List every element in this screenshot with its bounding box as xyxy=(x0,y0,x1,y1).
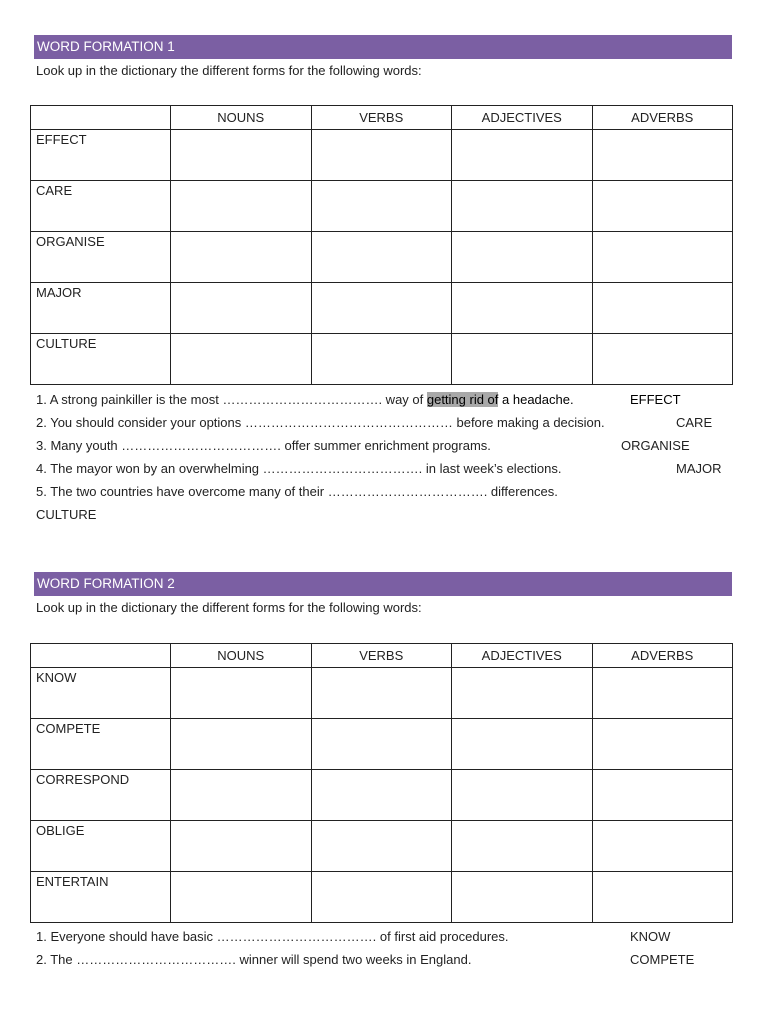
table-row xyxy=(31,872,733,923)
adverbs-cell[interactable] xyxy=(592,872,733,923)
sentence-5: 5. The two countries have overcome many of their ………………………………. differences. xyxy=(36,484,558,499)
section1-instruction: Look up in the dictionary the different forms for the following words: xyxy=(36,63,422,78)
verbs-cell[interactable] xyxy=(311,872,452,923)
table-row xyxy=(31,130,733,181)
adjectives-cell[interactable] xyxy=(452,719,593,770)
adjectives-cell[interactable] xyxy=(452,821,593,872)
header-nouns: NOUNS xyxy=(171,644,312,668)
header-word xyxy=(31,644,171,668)
section2-title: WORD FORMATION 2 xyxy=(34,572,732,596)
verbs-cell[interactable] xyxy=(311,181,452,232)
section2-instruction: Look up in the dictionary the different forms for the following words: xyxy=(36,600,422,615)
verbs-cell[interactable] xyxy=(311,283,452,334)
header-adjectives: ADJECTIVES xyxy=(452,644,593,668)
answer-blank[interactable]: ………………………………. xyxy=(222,392,383,407)
adverbs-cell[interactable] xyxy=(592,821,733,872)
header-adjectives: ADJECTIVES xyxy=(452,106,593,130)
header-verbs: VERBS xyxy=(311,644,452,668)
answer-blank[interactable]: ………………………………. xyxy=(216,929,377,944)
row-word: KNOW xyxy=(31,668,171,719)
answer-blank[interactable]: ………………………………. xyxy=(121,438,281,453)
header-verbs: VERBS xyxy=(311,106,452,130)
clue-word: EFFECT xyxy=(630,392,681,407)
sentence-4: 4. The mayor won by an overwhelming ………………………………. in last week’s elections. xyxy=(36,461,562,476)
row-word: ORGANISE xyxy=(31,232,171,283)
sentence-1: 1. Everyone should have basic ………………………………. of first aid procedures. xyxy=(36,929,509,944)
verbs-cell[interactable] xyxy=(311,130,452,181)
adverbs-cell[interactable] xyxy=(592,770,733,821)
verbs-cell[interactable] xyxy=(311,334,452,385)
nouns-cell[interactable] xyxy=(171,232,312,283)
adjectives-cell[interactable] xyxy=(452,130,593,181)
clue-word: COMPETE xyxy=(630,952,695,967)
adverbs-cell[interactable] xyxy=(592,719,733,770)
verbs-cell[interactable] xyxy=(311,232,452,283)
sentence-3: 3. Many youth ………………………………. offer summer enrichment programs. xyxy=(36,438,491,453)
verbs-cell[interactable] xyxy=(311,770,452,821)
table-row xyxy=(31,821,733,872)
sentence-1: 1. A strong painkiller is the most ………………………………. way of getting rid of a headache. xyxy=(36,392,574,407)
table-row xyxy=(31,181,733,232)
header-nouns: NOUNS xyxy=(171,106,312,130)
nouns-cell[interactable] xyxy=(171,770,312,821)
section2-table xyxy=(30,643,733,923)
clue-word: CULTURE xyxy=(36,507,97,522)
table-header-row xyxy=(31,106,733,130)
nouns-cell[interactable] xyxy=(171,719,312,770)
highlighted-phrase: getting rid of xyxy=(426,392,499,407)
row-word: OBLIGE xyxy=(31,821,171,872)
answer-blank[interactable]: ………………………………………… xyxy=(244,415,453,430)
header-adverbs: ADVERBS xyxy=(592,644,733,668)
nouns-cell[interactable] xyxy=(171,668,312,719)
table-row xyxy=(31,334,733,385)
adverbs-cell[interactable] xyxy=(592,181,733,232)
clue-word: MAJOR xyxy=(676,461,722,476)
table-row xyxy=(31,668,733,719)
table-row xyxy=(31,770,733,821)
nouns-cell[interactable] xyxy=(171,872,312,923)
header-word xyxy=(31,106,171,130)
adjectives-cell[interactable] xyxy=(452,770,593,821)
clue-word: KNOW xyxy=(630,929,671,944)
row-word: EFFECT xyxy=(31,130,171,181)
answer-blank[interactable]: ………………………………. xyxy=(76,952,236,967)
section1-title: WORD FORMATION 1 xyxy=(34,35,732,59)
adjectives-cell[interactable] xyxy=(452,872,593,923)
adjectives-cell[interactable] xyxy=(452,668,593,719)
clue-word: CARE xyxy=(676,415,713,430)
verbs-cell[interactable] xyxy=(311,719,452,770)
adverbs-cell[interactable] xyxy=(592,283,733,334)
nouns-cell[interactable] xyxy=(171,334,312,385)
row-word: CORRESPOND xyxy=(31,770,171,821)
adjectives-cell[interactable] xyxy=(452,181,593,232)
nouns-cell[interactable] xyxy=(171,283,312,334)
header-adverbs: ADVERBS xyxy=(592,106,733,130)
row-word: CULTURE xyxy=(31,334,171,385)
adverbs-cell[interactable] xyxy=(592,668,733,719)
adverbs-cell[interactable] xyxy=(592,130,733,181)
table-row xyxy=(31,283,733,334)
section1-table xyxy=(30,105,733,385)
table-row xyxy=(31,719,733,770)
adjectives-cell[interactable] xyxy=(452,232,593,283)
sentence-2: 2. You should consider your options ………………………………………… before making a decision. xyxy=(36,415,605,430)
row-word: COMPETE xyxy=(31,719,171,770)
sentence-2: 2. The ………………………………. winner will spend two weeks in England. xyxy=(36,952,472,967)
nouns-cell[interactable] xyxy=(171,821,312,872)
adjectives-cell[interactable] xyxy=(452,283,593,334)
answer-blank[interactable]: ………………………………. xyxy=(262,461,423,476)
row-word: ENTERTAIN xyxy=(31,872,171,923)
row-word: MAJOR xyxy=(31,283,171,334)
adjectives-cell[interactable] xyxy=(452,334,593,385)
nouns-cell[interactable] xyxy=(171,130,312,181)
adverbs-cell[interactable] xyxy=(592,334,733,385)
nouns-cell[interactable] xyxy=(171,181,312,232)
adverbs-cell[interactable] xyxy=(592,232,733,283)
clue-word: ORGANISE xyxy=(621,438,690,453)
row-word: CARE xyxy=(31,181,171,232)
answer-blank[interactable]: ………………………………. xyxy=(327,484,488,499)
table-row xyxy=(31,232,733,283)
verbs-cell[interactable] xyxy=(311,821,452,872)
table-header-row xyxy=(31,644,733,668)
verbs-cell[interactable] xyxy=(311,668,452,719)
